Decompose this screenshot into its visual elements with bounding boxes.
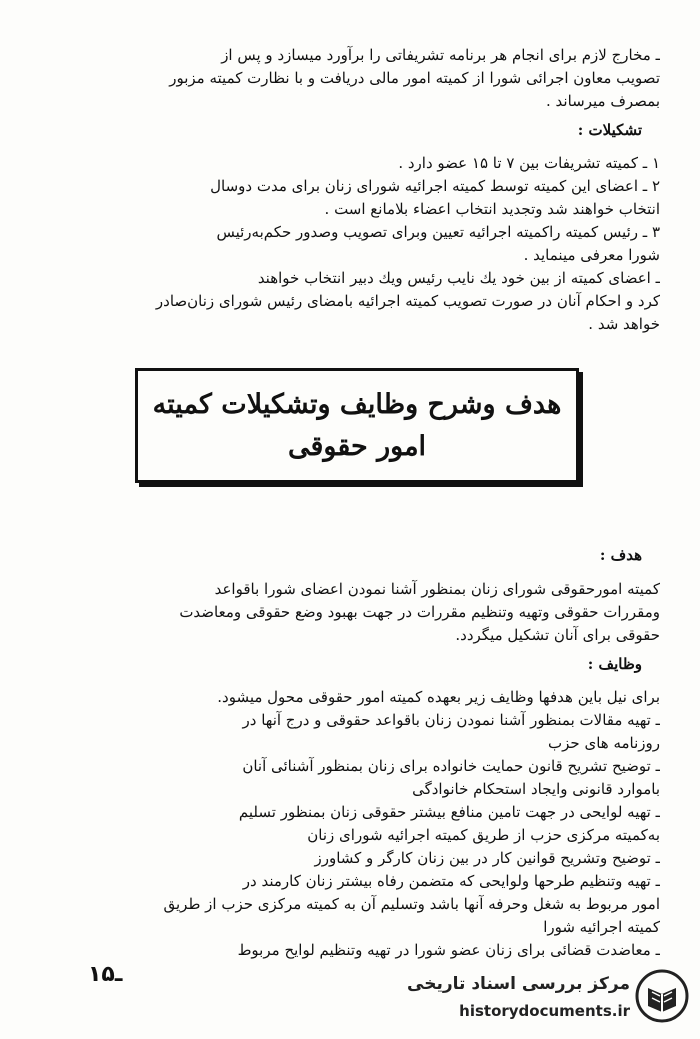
duties-line: ـ توضیح وتشریح قوانین کار در بین زنان کارگر و کشاورز [314, 849, 660, 867]
goal-line: حقوقی برای آنان تشکیل میگردد. [455, 626, 660, 644]
section1-line: شورا معرفی مینماید . [523, 246, 660, 264]
goal-line: کمیته امورحقوقی شورای زنان بمنظور آشنا نمودن اعضای شورا باقواعد [214, 580, 660, 598]
top-paragraph-line: ـ مخارج لازم برای انجام هر برنامه تشریفاتی را برآورد میسازد و پس از [221, 46, 660, 64]
duties-line: ـ تهیه مقالات بمنظور آشنا نمودن زنان باقواعد حقوقی و درج آنها در [242, 711, 660, 729]
duties-line: ـ معاضدت قضائی برای زنان عضو شورا در تهیه وتنظیم لوایح مربوط [237, 941, 660, 959]
section1-line: انتخاب خواهند شد وتجدید انتخاب اعضاء بلامانع است . [324, 200, 660, 218]
duties-line: کمیته اجرائیه شورا [543, 918, 660, 936]
section1-heading: تشکیلات : [577, 121, 642, 139]
page-number: ـ۱۵ [88, 962, 123, 987]
book-logo-icon [634, 968, 690, 1024]
section-title-line2: امور حقوقی [287, 430, 427, 462]
duties-line: ـ توضیح تشریح قانون حمایت خانواده برای زنان بمنظور آشنائی آنان [242, 757, 660, 775]
duties-line: ـ تهیه لوایحی در جهت تامین منافع بیشتر حقوقی زنان بمنظور تسلیم [238, 803, 660, 821]
duties-line: برای نیل باین هدفها وظایف زیر بعهده کمیته امور حقوقی محول میشود. [217, 688, 660, 706]
watermark-name: مرکز بررسی اسناد تاریخی [407, 974, 630, 994]
section1-line: کرد و احکام آنان در صورت تصویب کمیته اجرائیه بامضای رئیس شورای زنان‌صادر [155, 292, 660, 310]
duties-line: روزنامه های حزب [548, 734, 660, 752]
section-title-line1: هدف وشرح وظایف وتشکیلات کمیته [152, 388, 562, 420]
section1-line: ـ اعضای کمیته از بین خود یك نایب رئیس ویك دبیر انتخاب خواهند [257, 269, 660, 287]
section1-paragraph [60, 152, 660, 336]
goal-paragraph [60, 578, 660, 647]
top-paragraph-line: تصویب معاون اجرائی شورا از کمیته امور مالی دریافت و با نظارت کمیته مزبور [169, 69, 660, 87]
watermark-site: historydocuments.ir [459, 1002, 630, 1020]
section1-line: ۳ ـ رئیس کمیته راکمیته اجرائیه تعیین وبرای تصویب وصدور حکم‌به‌رئیس [216, 223, 660, 241]
section-title-box [135, 368, 579, 483]
section1-line: خواهد شد . [588, 315, 660, 333]
section1-line: ۱ ـ کمیته تشریفات بین ۷ تا ۱۵ عضو دارد . [398, 154, 660, 172]
goal-line: ومقررات حقوقی وتهیه وتنظیم مقررات در جهت بهبود وضع حقوقی ومعاضدت [179, 603, 660, 621]
duties-line: امور مربوط به شغل وحرفه آنها باشد وتسلیم آن به کمیته مرکزی حزب از طریق [163, 895, 660, 913]
duties-line: ـ تهیه وتنظیم طرحها ولوایحی که متضمن رفاه بیشتر زنان کارمند در [242, 872, 660, 890]
duties-paragraph [60, 686, 660, 962]
duties-line: باموارد قانونی وایجاد استحکام خانوادگی [412, 780, 660, 798]
section1-line: ۲ ـ اعضای این کمیته توسط کمیته اجرائیه شورای زنان برای مدت دوسال [210, 177, 660, 195]
duties-line: به‌کمیته مرکزی حزب از طریق کمیته اجرائیه شورای زنان [307, 826, 660, 844]
top-paragraph-line: بمصرف میرساند . [545, 92, 660, 110]
top-paragraph [60, 44, 660, 113]
duties-heading: وظایف : [587, 655, 642, 673]
watermark [405, 968, 690, 1032]
goal-heading: هدف : [599, 546, 642, 564]
